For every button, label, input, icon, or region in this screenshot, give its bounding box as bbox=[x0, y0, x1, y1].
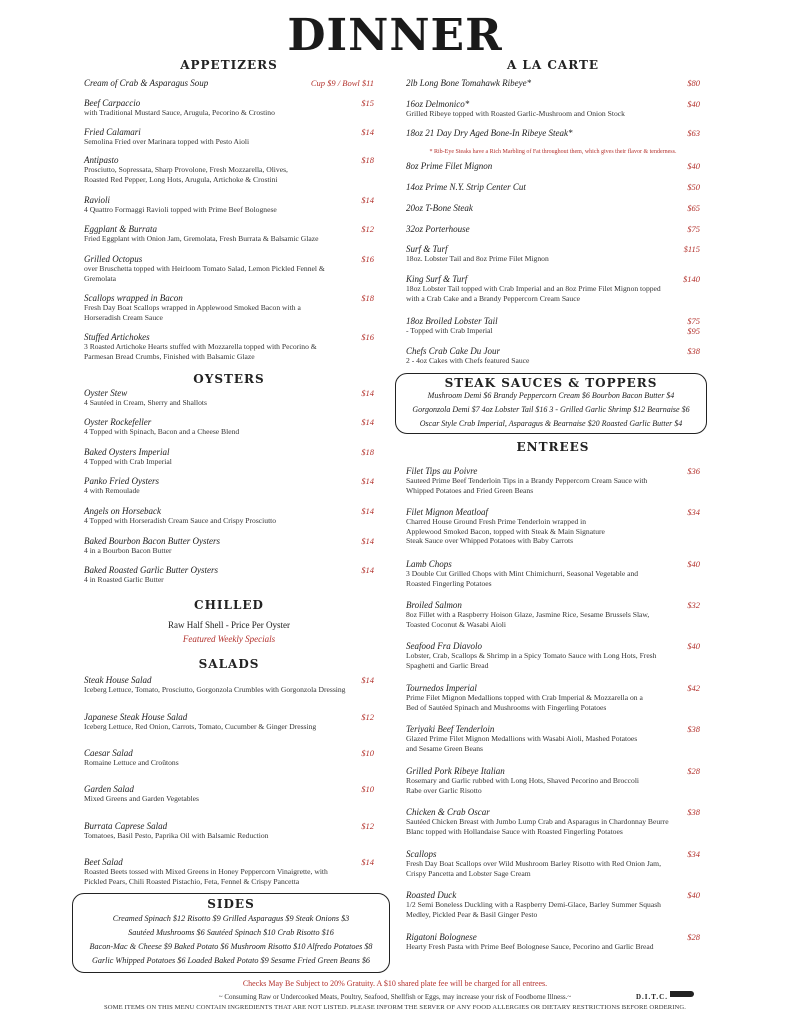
menu-item bbox=[84, 447, 374, 467]
item-name: Oyster Rockefeller bbox=[84, 417, 152, 427]
item-name: Eggplant & Burrata bbox=[84, 224, 158, 234]
item-desc: 4 Topped with Spinach, Bacon and a Cheese Blend bbox=[84, 427, 240, 436]
oysters-section bbox=[84, 372, 374, 592]
menu-item bbox=[84, 712, 374, 732]
menu-item bbox=[406, 346, 700, 366]
item-name: Burrata Caprese Salad bbox=[84, 821, 168, 831]
item-name: 20oz T-Bone Steak bbox=[406, 203, 473, 213]
menu-item bbox=[84, 748, 374, 768]
menu-item bbox=[84, 821, 374, 841]
oysters-heading: OYSTERS bbox=[193, 372, 265, 386]
menu-item bbox=[84, 388, 374, 408]
item-price: $32 bbox=[687, 600, 700, 610]
sides-line: Garlic Whipped Potatoes $6 Loaded Baked Potato $9 Sesame Fried Green Beans $6 bbox=[91, 956, 371, 965]
entrees-heading: ENTREES bbox=[516, 440, 590, 454]
item-price: $40 bbox=[687, 641, 700, 651]
item-desc: Hearty Fresh Pasta with Prime Beef Bolognese Sauce, Pecorino and Garlic Bread bbox=[406, 942, 654, 951]
item-desc: Sautéed Chicken Breast with Jumbo Lump Crab and Asparagus in Chardonnay Beurre Blanc topped with Hollandaise Sauce with Roasted Fingerling Potatoes bbox=[406, 817, 669, 836]
chilled-specials: Featured Weekly Specials bbox=[182, 634, 276, 644]
item-name: Rigatoni Bolognese bbox=[406, 932, 477, 942]
item-desc: 1/2 Semi Boneless Duckling with a Raspberry Demi-Glace, Barley Summer Squash Medley, Pickled Pear & Basil Ginger Pesto bbox=[406, 900, 661, 919]
a-la-carte-heading: A LA CARTE bbox=[506, 58, 600, 72]
item-price: $38 bbox=[687, 346, 700, 356]
appetizers-heading: APPETIZERS bbox=[180, 58, 278, 72]
item-price: $38 bbox=[687, 724, 700, 734]
menu-item bbox=[406, 203, 700, 213]
item-price: $16 bbox=[361, 332, 374, 342]
item-name: Fried Calamari bbox=[84, 127, 141, 137]
item-name: 18oz Broiled Lobster Tail bbox=[406, 316, 498, 326]
sides-heading: SIDES bbox=[207, 897, 255, 911]
item-name: Scallops wrapped in Bacon bbox=[84, 293, 183, 303]
item-name: Steak House Salad bbox=[84, 675, 152, 685]
menu-item bbox=[406, 600, 700, 629]
sides-line: Bacon-Mac & Cheese $9 Baked Potato $6 Mushroom Risotto $10 Alfredo Potatoes $8 bbox=[89, 942, 373, 951]
item-price: $40 bbox=[687, 559, 700, 569]
item-price: $18 bbox=[361, 293, 374, 303]
item-desc: Sauteed Prime Beef Tenderloin Tips in a Brandy Peppercorn Cream Sauce with Whipped Potatoes and Fried Green Beans bbox=[406, 476, 648, 495]
item-price: $14 bbox=[361, 127, 374, 137]
item-name: 8oz Prime Filet Mignon bbox=[406, 161, 493, 171]
menu-item bbox=[406, 766, 700, 795]
menu-item bbox=[406, 78, 700, 88]
item-desc: 4 Sautéed in Cream, Sherry and Shallots bbox=[84, 398, 207, 407]
item-name: Surf & Turf bbox=[406, 244, 448, 254]
salads-heading: SALADS bbox=[198, 657, 260, 671]
item-name: Panko Fried Oysters bbox=[84, 476, 159, 486]
item-desc: Mixed Greens and Garden Vegetables bbox=[84, 794, 199, 803]
item-price: $40 bbox=[687, 890, 700, 900]
item-price: $50 bbox=[687, 182, 700, 192]
sides-box bbox=[72, 893, 390, 973]
chilled-heading: CHILLED bbox=[194, 598, 264, 612]
item-name: King Surf & Turf bbox=[406, 274, 468, 284]
salads-section bbox=[84, 657, 374, 892]
item-name: 16oz Delmonico* bbox=[406, 99, 470, 109]
item-desc: Iceberg Lettuce, Red Onion, Carrots, Tomato, Cucumber & Ginger Dressing bbox=[84, 722, 317, 731]
item-desc: Tomatoes, Basil Pesto, Paprika Oil with Balsamic Reduction bbox=[84, 831, 269, 840]
item-price: $65 bbox=[687, 203, 700, 213]
menu-item bbox=[84, 224, 374, 244]
item-price: $36 bbox=[687, 466, 700, 476]
item-price: $40 bbox=[687, 99, 700, 109]
item-desc: Fresh Day Boat Scallops over Wild Mushroom Barley Risotto with Red Onion Jam, Crispy Pancetta and Lobster Sage Cream bbox=[406, 859, 661, 878]
gratuity-note: Checks May Be Subject to 20% Gratuity. A $10 shared plate fee will be charged for all entrees. bbox=[242, 979, 548, 988]
menu-item bbox=[84, 476, 374, 496]
item-desc: 3 Double Cut Grilled Chops with Mint Chimichurri, Seasonal Vegetable and Roasted Fingerling Potatoes bbox=[406, 569, 639, 588]
item-name: Baked Roasted Garlic Butter Oysters bbox=[84, 565, 218, 575]
item-desc: Iceberg Lettuce, Tomato, Prosciutto, Gorgonzola Crumbles with Gorgonzola Dressing bbox=[84, 685, 346, 694]
item-name: Beet Salad bbox=[84, 857, 123, 867]
item-price: $16 bbox=[361, 254, 374, 264]
menu-item bbox=[84, 293, 374, 322]
item-price: $14 bbox=[361, 388, 374, 398]
menu-item bbox=[406, 641, 700, 670]
chilled-line: Raw Half Shell - Price Per Oyster bbox=[168, 620, 290, 630]
item-name: Ravioli bbox=[84, 195, 110, 205]
item-price: $10 bbox=[361, 784, 374, 794]
item-desc: Prosciutto, Sopressata, Sharp Provolone, Fresh Mozzarella, Olives, Roasted Red Pepper, Long Hots, Arugula, Artichoke & Crostini bbox=[84, 165, 288, 184]
item-name: Seafood Fra Diavolo bbox=[406, 641, 482, 651]
item-desc: 4 Topped with Horseradish Cream Sauce and Crispy Prosciutto bbox=[84, 516, 277, 525]
consumer-advisory: ~ Consuming Raw or Undercooked Meats, Poultry, Seafood, Shellfish or Eggs, may increase your risk of Foodborne Illness.~ bbox=[218, 993, 572, 1001]
appetizers-section bbox=[84, 58, 374, 378]
menu-item bbox=[406, 182, 700, 192]
item-price: $28 bbox=[687, 932, 700, 942]
item-price: $10 bbox=[361, 748, 374, 758]
item-price: $28 bbox=[687, 766, 700, 776]
menu-item bbox=[84, 506, 374, 526]
item-desc: 4 Quattro Formaggi Ravioli topped with Prime Beef Bolognese bbox=[84, 205, 277, 214]
entrees-section bbox=[406, 440, 700, 960]
item-name: Stuffed Artichokes bbox=[84, 332, 150, 342]
menu-item bbox=[406, 849, 700, 878]
item-desc: 4 with Remoulade bbox=[84, 486, 140, 495]
item-price: $14 bbox=[361, 857, 374, 867]
item-name: Caesar Salad bbox=[84, 748, 133, 758]
item-price: $34 bbox=[687, 849, 700, 859]
item-desc: Charred House Ground Fresh Prime Tenderloin wrapped in Applewood Smoked Bacon, topped with Steak & Main Signature Steak Sauce over Whipped Potatoes with Baby Carrots bbox=[406, 517, 605, 545]
item-name: Garden Salad bbox=[84, 784, 134, 794]
menu-item bbox=[84, 784, 374, 804]
knife-icon bbox=[670, 991, 694, 997]
item-name: Grilled Octopus bbox=[84, 254, 143, 264]
item-desc: 18oz. Lobster Tail and 8oz Prime Filet Mignon bbox=[406, 254, 549, 263]
item-name: Oyster Stew bbox=[84, 388, 128, 398]
item-name: 18oz 21 Day Dry Aged Bone-In Ribeye Steak* bbox=[406, 128, 573, 138]
menu-item bbox=[406, 724, 700, 753]
item-desc: Glazed Prime Filet Mignon Medallions with Wasabi Aioli, Mashed Potatoes and Sesame Green Beans bbox=[406, 734, 638, 753]
sauces-box bbox=[395, 373, 707, 434]
item-desc: Romaine Lettuce and Croûtons bbox=[84, 758, 179, 767]
menu-item bbox=[406, 161, 700, 171]
menu-item bbox=[84, 155, 374, 184]
menu-item bbox=[84, 254, 374, 283]
item-desc: Lobster, Crab, Scallops & Shrimp in a Spicy Tomato Sauce with Long Hots, Fresh Spaghetti and Garlic Bread bbox=[406, 651, 657, 670]
item-name: Teriyaki Beef Tenderloin bbox=[406, 724, 495, 734]
item-desc: 8oz Fillet with a Raspberry Hoison Glaze, Jasmine Rice, Sesame Brussels Slaw, Toasted Coconut & Wasabi Aioli bbox=[406, 610, 650, 629]
a-la-carte-section bbox=[406, 58, 700, 373]
menu-item bbox=[84, 857, 374, 886]
item-desc: 2 - 4oz Cakes with Chefs featured Sauce bbox=[406, 356, 530, 365]
item-price: $14 bbox=[361, 476, 374, 486]
item-desc: Rosemary and Garlic rubbed with Long Hots, Shaved Pecorino and Broccoli Rabe over Garlic Risotto bbox=[406, 776, 640, 795]
menu-item bbox=[84, 78, 374, 88]
menu-item bbox=[406, 683, 700, 712]
item-price-alt: $95 bbox=[687, 326, 700, 336]
item-name: Tournedos Imperial bbox=[406, 683, 477, 693]
item-name: Scallops bbox=[406, 849, 437, 859]
menu-item bbox=[406, 99, 700, 119]
sauces-line: Mushroom Demi $6 Brandy Peppercorn Cream $6 Bourbon Bacon Butter $4 bbox=[427, 391, 675, 400]
item-desc: 18oz Lobster Tail topped with Crab Imperial and an 8oz Prime Filet Mignon topped with a Crab Cake and a Brandy Peppercorn Cream Sauce bbox=[406, 284, 661, 303]
item-name: Beef Carpaccio bbox=[84, 98, 141, 108]
item-name: Chicken & Crab Oscar bbox=[406, 807, 490, 817]
menu-item bbox=[84, 127, 374, 147]
menu-item bbox=[406, 507, 700, 546]
item-name: Antipasto bbox=[84, 155, 119, 165]
menu-item bbox=[406, 559, 700, 588]
item-price: Cup $9 / Bowl $11 bbox=[310, 78, 374, 88]
menu-item bbox=[406, 807, 700, 836]
item-price: $42 bbox=[687, 683, 700, 693]
menu-item bbox=[406, 890, 700, 919]
menu-item bbox=[406, 244, 700, 264]
item-desc: Fresh Day Boat Scallops wrapped in Applewood Smoked Bacon with a Horseradish Cream Sauce bbox=[84, 303, 301, 322]
item-price: $14 bbox=[361, 565, 374, 575]
item-price: $12 bbox=[361, 224, 374, 234]
item-desc: with Traditional Mustard Sauce, Arugula, Pecorino & Crostino bbox=[84, 108, 275, 117]
menu-item bbox=[406, 466, 700, 495]
item-name: Angels on Horseback bbox=[84, 506, 161, 516]
item-name: Baked Oysters Imperial bbox=[84, 447, 170, 457]
item-desc: 4 in Roasted Garlic Butter bbox=[84, 575, 164, 584]
item-name: 32oz Porterhouse bbox=[406, 224, 470, 234]
sauces-line: Gorgonzola Demi $7 4oz Lobster Tail $16 3 - Grilled Garlic Shrimp $12 Bearnaise $6 bbox=[412, 405, 690, 414]
item-name: Chefs Crab Cake Du Jour bbox=[406, 346, 500, 356]
ribeye-note: * Rib-Eye Steaks have a Rich Marbling of Fat throughout them, which gives their flavor & tenderness. bbox=[429, 149, 677, 155]
menu-item bbox=[84, 332, 374, 361]
item-price: $14 bbox=[361, 195, 374, 205]
menu-item bbox=[406, 224, 700, 234]
item-price: $12 bbox=[361, 821, 374, 831]
item-desc: - Topped with Crab Imperial bbox=[406, 326, 493, 335]
menu-item bbox=[84, 565, 374, 585]
item-name: Filet Mignon Meatloaf bbox=[406, 507, 488, 517]
item-name: Roasted Duck bbox=[406, 890, 457, 900]
menu-item bbox=[84, 536, 374, 556]
sides-line: Sautéed Mushrooms $6 Sautéed Spinach $10 Crab Risotto $16 bbox=[128, 928, 334, 937]
item-desc: Prime Filet Mignon Medallions topped with Crab Imperial & Mozzarella on a Bed of Sautéed Spinach and Mushrooms with Fingerling Potatoes bbox=[406, 693, 643, 712]
item-desc: 3 Roasted Artichoke Hearts stuffed with Mozzarella topped with Pecorino & Parmesan Bread Crumbs, Finished with Balsamic Glaze bbox=[84, 342, 317, 361]
item-desc: 4 in a Bourbon Bacon Butter bbox=[84, 546, 172, 555]
item-price: $34 bbox=[687, 507, 700, 517]
restaurant-logo: D.I.T.C. bbox=[636, 993, 668, 1001]
menu-item bbox=[84, 98, 374, 118]
item-name: Baked Bourbon Bacon Butter Oysters bbox=[84, 536, 220, 546]
item-name: Lamb Chops bbox=[406, 559, 452, 569]
sides-line: Creamed Spinach $12 Risotto $9 Grilled Asparagus $9 Steak Onions $3 bbox=[112, 914, 350, 923]
menu-item bbox=[406, 128, 700, 138]
sauces-line: Oscar Style Crab Imperial, Asparagus & Bearnaise $20 Roasted Garlic Butter $4 bbox=[419, 419, 683, 428]
item-price: $75 bbox=[687, 316, 700, 326]
sauces-heading: STEAK SAUCES & TOPPERS bbox=[444, 376, 658, 390]
item-desc: 4 Topped with Crab Imperial bbox=[84, 457, 172, 466]
item-price: $115 bbox=[683, 244, 700, 254]
item-name: Filet Tips au Poivre bbox=[406, 466, 478, 476]
item-desc: Fried Eggplant with Onion Jam, Gremolata, Fresh Burrata & Balsamic Glaze bbox=[84, 234, 319, 243]
item-price: $80 bbox=[687, 78, 700, 88]
item-price: $38 bbox=[687, 807, 700, 817]
item-name: Cream of Crab & Asparagus Soup bbox=[84, 78, 209, 88]
item-price: $14 bbox=[361, 417, 374, 427]
item-name: Broiled Salmon bbox=[406, 600, 462, 610]
item-price: $14 bbox=[361, 675, 374, 685]
menu-item bbox=[84, 417, 374, 437]
item-desc: Grilled Ribeye topped with Roasted Garlic-Mushroom and Onion Stock bbox=[406, 109, 625, 118]
item-desc: Roasted Beets tossed with Mixed Greens in Honey Peppercorn Vinaigrette, with Pickled Pears, Chili Roasted Pistachio, Feta, Fennel & Crispy Pancetta bbox=[84, 867, 328, 886]
item-name: 2lb Long Bone Tomahawk Ribeye* bbox=[406, 78, 532, 88]
item-name: Japanese Steak House Salad bbox=[84, 712, 188, 722]
item-price: $18 bbox=[361, 155, 374, 165]
menu-item bbox=[406, 932, 700, 952]
item-price: $75 bbox=[687, 224, 700, 234]
item-price: $15 bbox=[361, 98, 374, 108]
item-name: 14oz Prime N.Y. Strip Center Cut bbox=[406, 182, 526, 192]
item-price: $18 bbox=[361, 447, 374, 457]
item-desc: Semolina Fried over Marinara topped with Pesto Aioli bbox=[84, 137, 250, 146]
menu-item bbox=[84, 675, 374, 695]
item-price: $63 bbox=[687, 128, 700, 138]
menu-item bbox=[406, 316, 700, 336]
item-price: $12 bbox=[361, 712, 374, 722]
item-price: $14 bbox=[361, 506, 374, 516]
menu-item bbox=[84, 195, 374, 215]
item-price: $140 bbox=[683, 274, 700, 284]
item-name: Grilled Pork Ribeye Italian bbox=[406, 766, 505, 776]
page-title: DINNER bbox=[287, 10, 503, 61]
chilled-section bbox=[84, 598, 374, 650]
item-desc: over Bruschetta topped with Heirloom Tomato Salad, Lemon Pickled Fennel & Gremolata bbox=[84, 264, 325, 283]
item-price: $40 bbox=[687, 161, 700, 171]
item-price: $14 bbox=[361, 536, 374, 546]
allergy-note: SOME ITEMS ON THIS MENU CONTAIN INGREDIENTS THAT ARE NOT LISTED. PLEASE INFORM THE SERVER OF ANY FOOD ALLERGIES OR DIETARY RESTRICTIONS BEFORE ORDERING. bbox=[104, 1004, 686, 1011]
menu-item bbox=[406, 274, 700, 303]
